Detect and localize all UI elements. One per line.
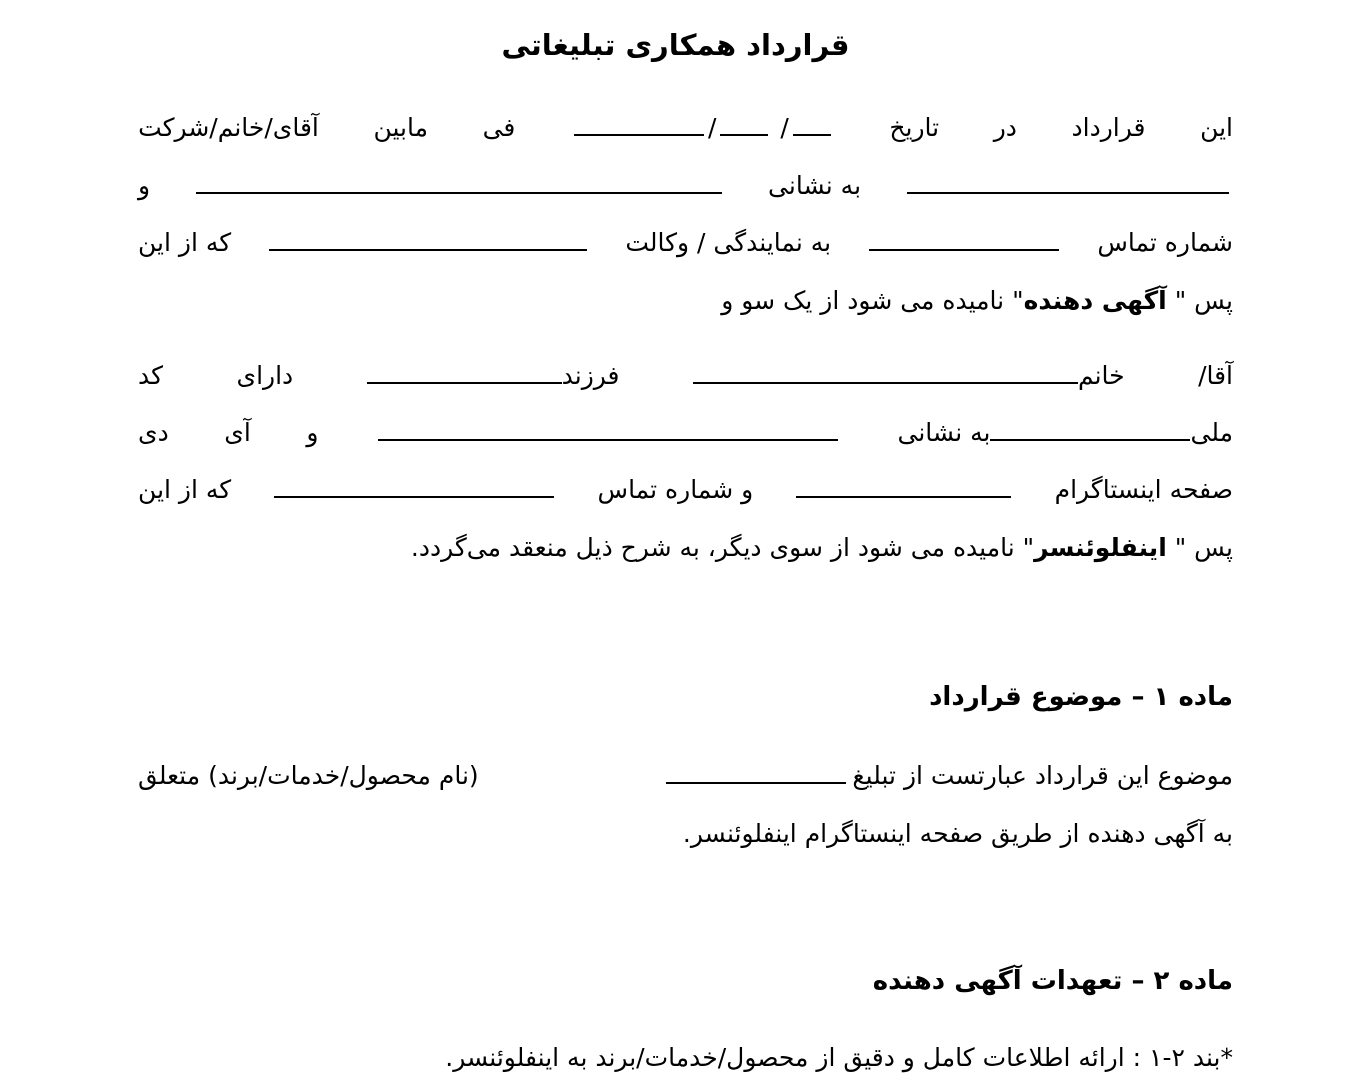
text: قرارداد [1071,113,1146,142]
text: پس " [1174,533,1233,562]
text: موضوع این قرارداد عبارتست از تبلیغ [852,761,1233,790]
text: مابین [373,113,429,142]
text: آی [224,418,251,447]
text: آقای/خانم/شرکت [138,113,319,142]
text: شماره تماس [1097,228,1233,257]
influencer-line-1 [138,356,1233,396]
date-year-blank[interactable] [574,112,704,136]
instagram-page-blank[interactable] [796,474,1011,498]
influencer-line-4 [138,528,1233,568]
text: دی [138,418,169,447]
text: و شماره تماس [597,475,754,504]
name-group [693,356,1125,396]
article-1-heading: ماده ۱ – موضوع قرارداد [929,682,1233,712]
text: ملی [1190,418,1233,447]
text: به نمایندگی / وکالت [625,228,832,257]
subject-group [660,756,1233,796]
advertiser-name-blank[interactable] [907,170,1229,194]
text: آقا/ [1198,361,1233,390]
date-field[interactable] [570,108,835,148]
text: به آگهی دهنده از طریق صفحه اینستاگرام اینفلوئنسر. [682,819,1233,848]
influencer-line-3 [138,470,1233,510]
text: " نامیده می شود از سوی دیگر، به شرح ذیل منعقد می‌گردد. [410,533,1035,562]
advertiser-phone-blank[interactable] [869,227,1059,251]
article-1-line-2 [138,814,1233,854]
influencer-name-blank[interactable] [693,360,1078,384]
preamble-line-1 [138,108,1233,148]
text: به نشانی [768,171,862,200]
text: که از این [138,228,232,257]
text: دارای [236,361,294,390]
text: *بند ۲-۱ : ارائه اطلاعات کامل و دقیق از محصول/خدمات/برند به اینفلوئنسر. [445,1043,1233,1072]
article-2-clause-1 [138,1038,1233,1078]
national-code-group [898,413,1234,453]
document-title: قرارداد همکاری تبلیغاتی [501,28,850,62]
advertiser-address-blank[interactable] [196,170,722,194]
father-name-blank[interactable] [367,360,562,384]
text: در [993,113,1017,142]
slash: / [780,113,789,142]
date-day-blank[interactable] [793,112,831,136]
text: که از این [138,475,232,504]
text: فی [482,113,516,142]
product-name-blank[interactable] [666,760,846,784]
father-group [367,356,620,396]
preamble-line-2 [138,166,1233,206]
influencer-term: اینفلوئنسر [1034,533,1167,562]
advertiser-term: آگهی دهنده [1023,286,1167,315]
text: این [1200,113,1233,142]
text: به نشانی [897,418,991,447]
preamble-line-4 [138,281,1233,321]
text: تاریخ [889,113,940,142]
text: صفحه اینستاگرام [1054,475,1233,504]
influencer-line-2 [138,413,1233,453]
text: فرزند [561,361,620,390]
text: پس " [1174,286,1233,315]
influencer-address-blank[interactable] [378,417,838,441]
text: " نامیده می شود از یک سو و [721,286,1024,315]
text: و [306,418,319,447]
text: خانم [1077,361,1125,390]
text: کد [138,361,164,390]
article-1-line-1 [138,756,1233,796]
slash: / [707,113,717,142]
national-code-blank[interactable] [990,417,1190,441]
text: و [138,171,151,200]
preamble-line-3 [138,223,1233,263]
text: (نام محصول/خدمات/برند) متعلق [138,761,479,790]
article-2-heading: ماده ۲ – تعهدات آگهی دهنده [872,966,1233,996]
date-month-blank[interactable] [720,112,768,136]
influencer-phone-blank[interactable] [274,474,554,498]
advertiser-representative-blank[interactable] [269,227,587,251]
